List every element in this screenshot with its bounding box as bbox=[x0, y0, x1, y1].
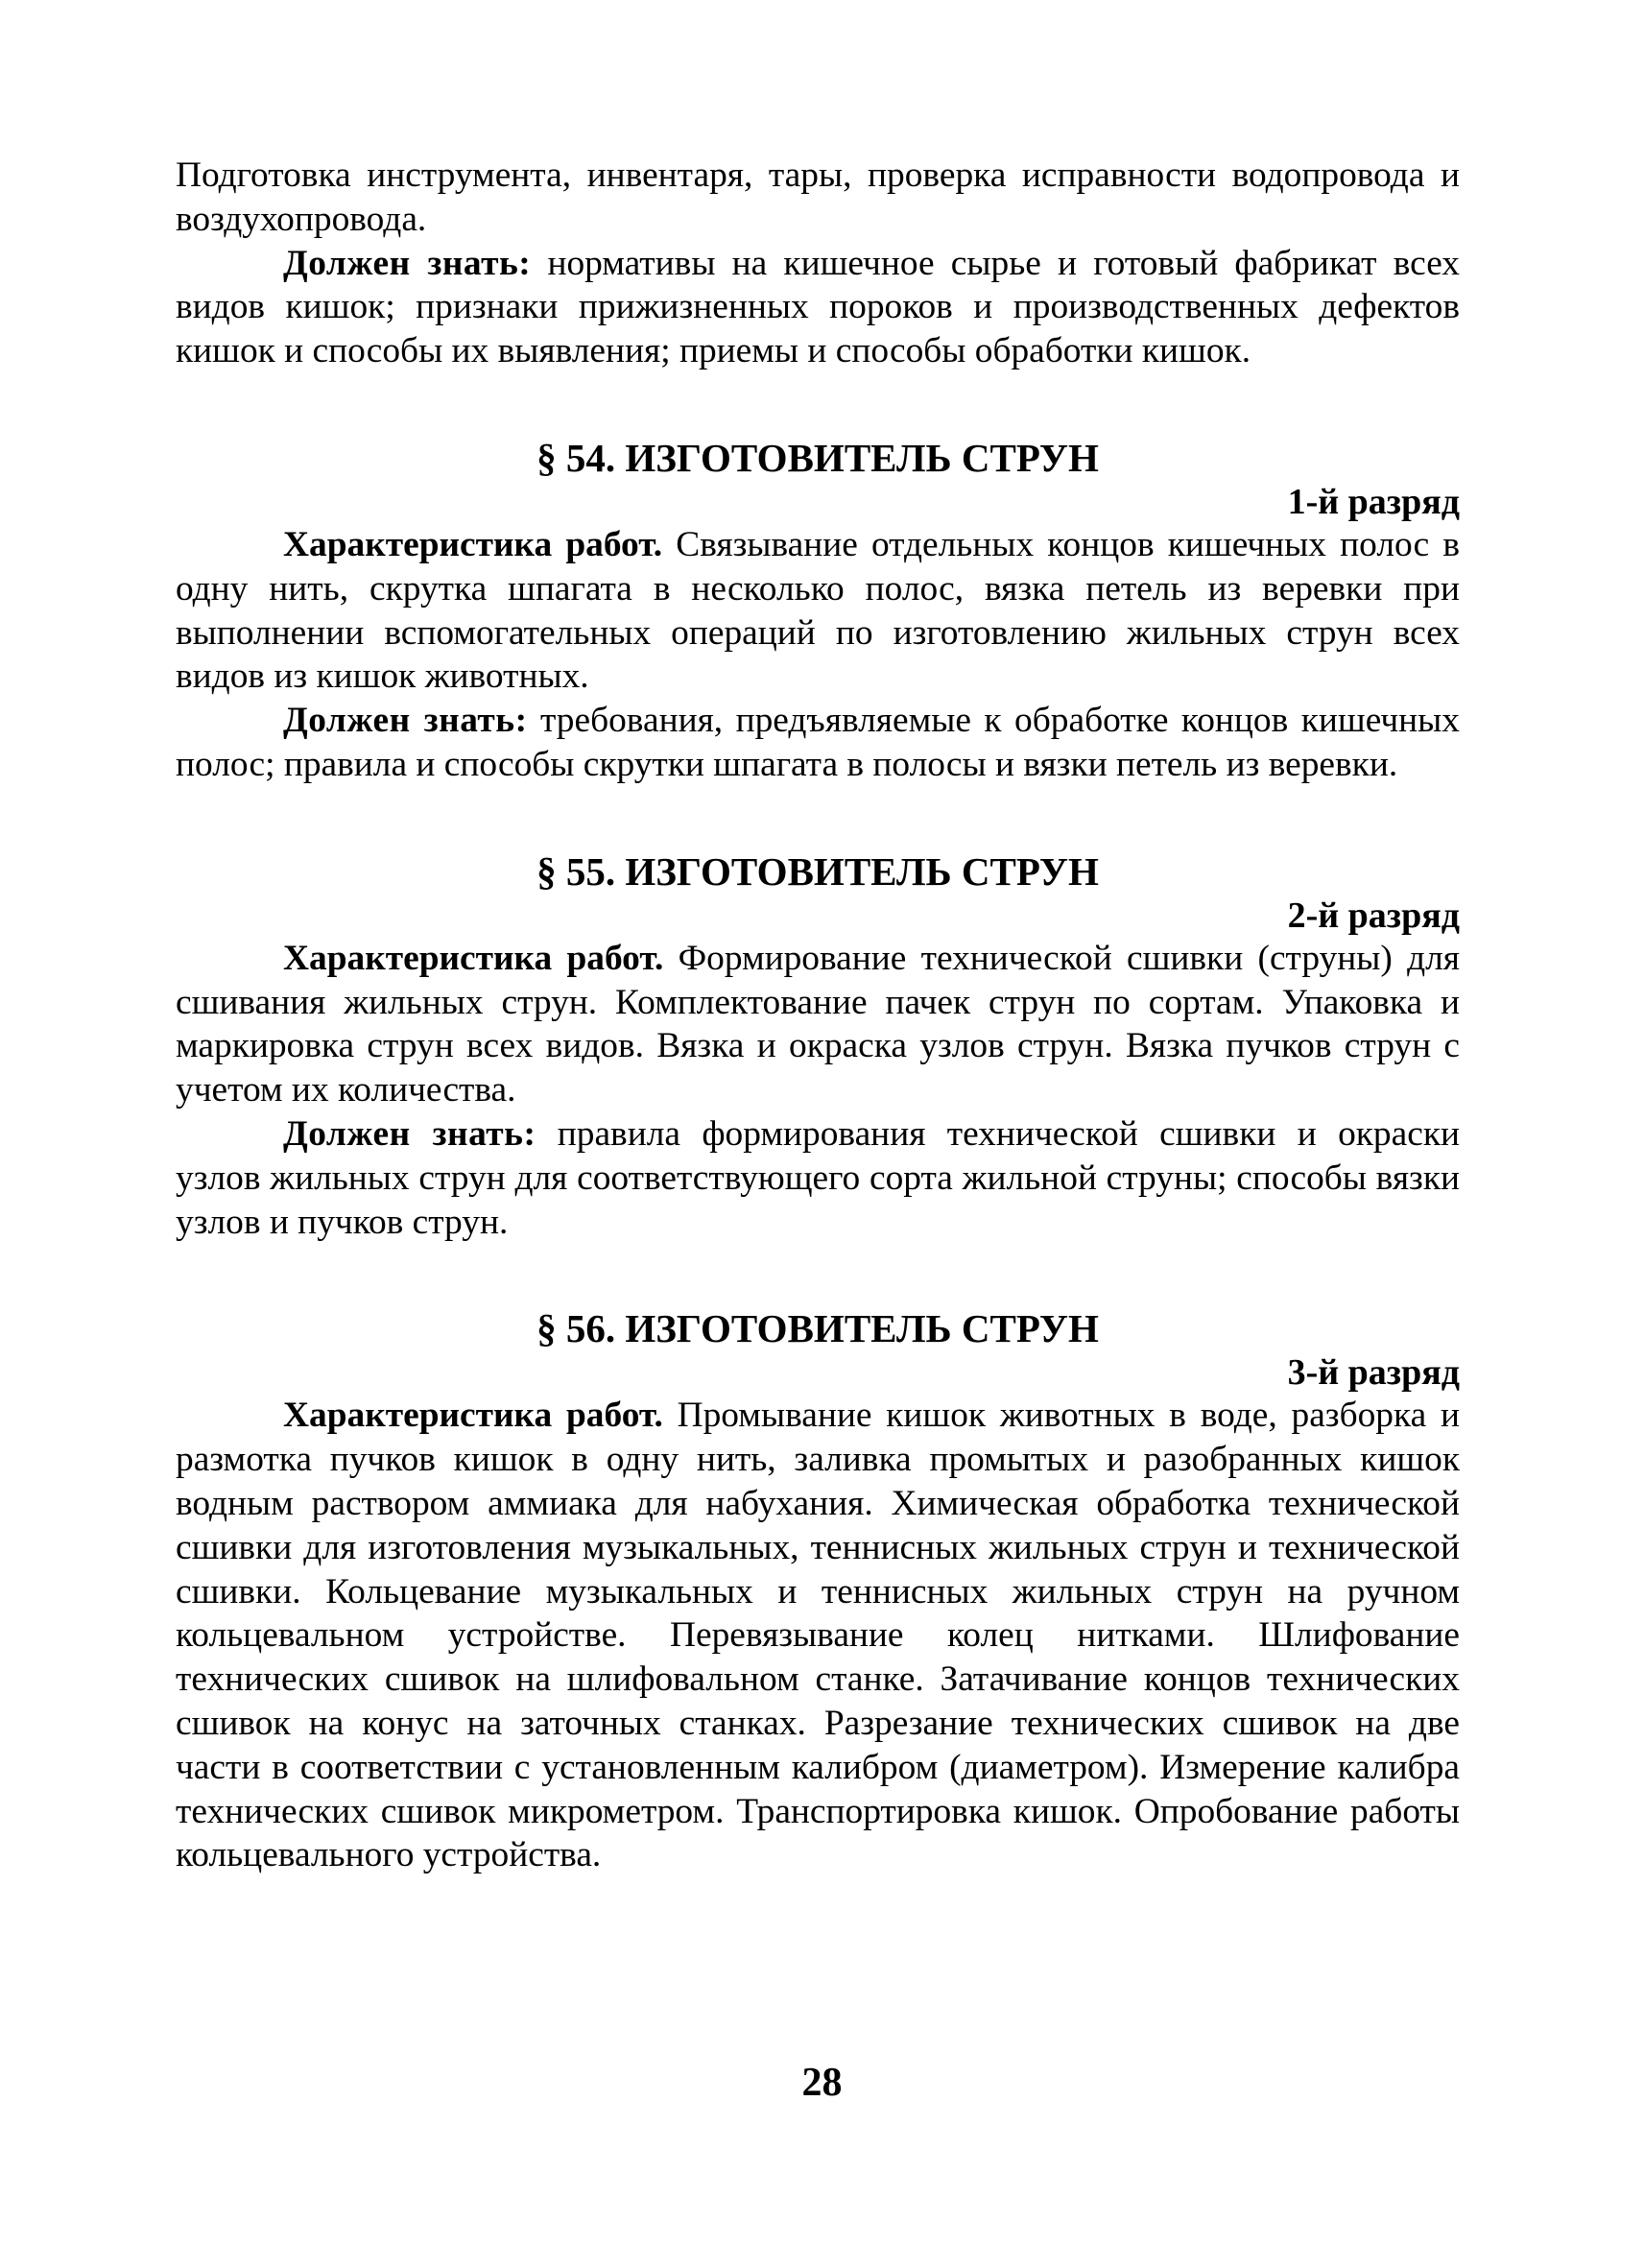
knowledge-label: Должен знать: bbox=[283, 701, 528, 741]
work-label: Характеристика работ. bbox=[283, 1396, 663, 1436]
knowledge-label: Должен знать: bbox=[283, 243, 532, 283]
work-characteristics-paragraph bbox=[176, 1394, 1460, 1877]
section-title: § 56. ИЗГОТОВИТЕЛЬ СТРУН bbox=[536, 1306, 1099, 1351]
knowledge-label: Должен знать: bbox=[283, 1113, 536, 1154]
work-label: Характеристика работ. bbox=[283, 524, 663, 564]
knowledge-text: правила формирования технической сшивки и окраски узлов жильных струн для соответствующего сорта жильной струны; способы вязки узлов и пучков струн. bbox=[176, 1113, 1460, 1242]
work-text: Формирование технической сшивки (струны) для сшивания жильных струн. Комплектование пачек струн по сортам. Упаковка и маркировка струн всех видов. Вязка и окраска узлов струн. Вязка пучков струн с учетом их количества. bbox=[176, 938, 1460, 1110]
intro-knowledge-paragraph bbox=[176, 242, 1460, 373]
section-grade: 1-й разряд bbox=[1287, 481, 1460, 522]
work-text: Связывание отдельных концов кишечных полос в одну нить, скрутка шпагата в несколько полос, вязка петель из веревки при выполнении вспомогательных операций по изготовлению жильных струн всех видов из кишок животных. bbox=[176, 524, 1461, 697]
work-text: Промывание кишок животных в воде, разборка и размотка пучков кишок в одну нить, заливка промытых и разобранных кишок водным раствором аммиака для набухания. Химическая обработка технической сшивки для изготовления музыкальных, теннисных жильных струн и технической сшивки. Кольцевание музыкальных и теннисных жильных струн на ручном кольцевальном устройстве. Перевязывание колец нитками. Шлифование технических сшивок на шлифовальном станке. Затачивание концов технических сшивок на конус на заточных станках. Разрезание технических сшивок на две части в соответствии с установленным калибром (диаметром). Измерение калибра технических сшивок микрометром. Транспортировка кишок. Опробование работы кольцевального устройства. bbox=[176, 1396, 1461, 1875]
knowledge-paragraph bbox=[176, 699, 1460, 787]
work-characteristics-paragraph bbox=[176, 937, 1460, 1112]
work-characteristics-paragraph bbox=[176, 523, 1460, 699]
page-body bbox=[176, 154, 1460, 1877]
section-grade: 3-й разряд bbox=[1287, 1352, 1460, 1394]
page-number: 28 bbox=[801, 2061, 843, 2105]
knowledge-text: требования, предъявляемые к обработке концов кишечных полос; правила и способы скрутки шпагата в полосы и вязки петель из веревки. bbox=[176, 701, 1460, 784]
section-title: § 54. ИЗГОТОВИТЕЛЬ СТРУН bbox=[536, 435, 1099, 480]
knowledge-text: нормативы на кишечное сырье и готовый фабрикат всех видов кишок; признаки прижизненных пороков и производственных дефектов кишок и способы их выявления; приемы и способы обработки кишок. bbox=[176, 243, 1460, 371]
knowledge-paragraph bbox=[176, 1112, 1460, 1244]
section-grade: 2-й разряд bbox=[1287, 895, 1460, 936]
section-title: § 55. ИЗГОТОВИТЕЛЬ СТРУН bbox=[536, 848, 1099, 894]
intro-continuation: Подготовка инструмента, инвентаря, тары, проверка исправности водопровода и воздухопровода. bbox=[176, 155, 1460, 239]
work-label: Характеристика работ. bbox=[283, 938, 664, 978]
